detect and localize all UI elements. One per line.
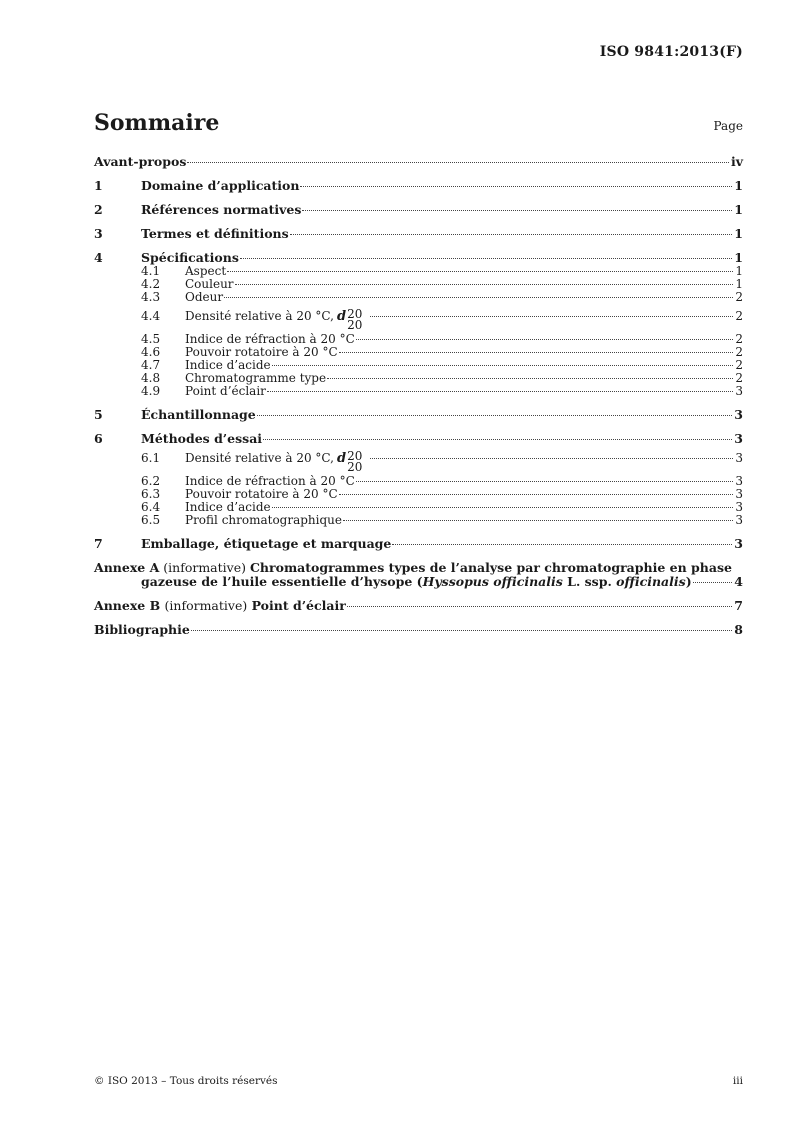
density-symbol: d bbox=[337, 451, 347, 466]
toc-entry-avant-propos[interactable]: Avant-propos iv bbox=[94, 154, 743, 169]
toc-entry-5[interactable]: 5 Échantillonnage 3 bbox=[94, 407, 743, 422]
toc-entry-4-4[interactable]: 4.4 Densité relative à 20 °C, d 20 20 2 bbox=[141, 307, 743, 332]
toc-entry-bibliographie[interactable]: Bibliographie 8 bbox=[94, 622, 743, 637]
toc-entry-4-2[interactable]: 4.2 Couleur 1 bbox=[141, 277, 743, 291]
toc-entry-4-5[interactable]: 4.5 Indice de réfraction à 20 °C 2 bbox=[141, 332, 743, 346]
toc-entry-4-9[interactable]: 4.9 Point d’éclair 3 bbox=[141, 384, 743, 398]
toc-entry-4-8[interactable]: 4.8 Chromatogramme type 2 bbox=[141, 371, 743, 385]
density-symbol: d bbox=[337, 309, 347, 324]
toc-entry-annex-a[interactable]: Annexe A (informative) Chromatogrammes types de l’analyse par chromatographie en phase gazeuse de l’huile essentielle d’hysope (Hyssopus officinalis L. ssp. officinalis) 4 bbox=[94, 560, 743, 589]
table-of-contents bbox=[94, 155, 743, 637]
toc-entry-4-7[interactable]: 4.7 Indice d’acide 2 bbox=[141, 358, 743, 372]
toc-entry-annex-b[interactable]: Annexe B (informative) Point d’éclair 7 bbox=[94, 598, 743, 613]
toc-entry-4[interactable]: 4 Spécifications 1 bbox=[94, 250, 743, 265]
page-column-label: Page bbox=[713, 119, 743, 133]
toc-entry-6-5[interactable]: 6.5 Profil chromatographique 3 bbox=[141, 513, 743, 527]
toc-entry-2[interactable]: 2 Références normatives 1 bbox=[94, 202, 743, 217]
toc-entry-6-1[interactable]: 6.1 Densité relative à 20 °C, d 20 20 3 bbox=[141, 449, 743, 474]
footer-page-number: iii bbox=[732, 1075, 743, 1087]
toc-entry-4-3[interactable]: 4.3 Odeur 2 bbox=[141, 290, 743, 304]
toc-entry-7[interactable]: 7 Emballage, étiquetage et marquage 3 bbox=[94, 536, 743, 551]
toc-entry-6-3[interactable]: 6.3 Pouvoir rotatoire à 20 °C 3 bbox=[141, 487, 743, 501]
toc-entry-6-2[interactable]: 6.2 Indice de réfraction à 20 °C 3 bbox=[141, 474, 743, 488]
toc-entry-6-4[interactable]: 6.4 Indice d’acide 3 bbox=[141, 500, 743, 514]
page-title: Sommaire bbox=[94, 110, 220, 136]
toc-entry-3[interactable]: 3 Termes et définitions 1 bbox=[94, 226, 743, 241]
toc-entry-4-1[interactable]: 4.1 Aspect 1 bbox=[141, 264, 743, 278]
toc-entry-6[interactable]: 6 Méthodes d’essai 3 bbox=[94, 431, 743, 446]
density-indices: 20 20 bbox=[347, 449, 363, 474]
toc-entry-4-6[interactable]: 4.6 Pouvoir rotatoire à 20 °C 2 bbox=[141, 345, 743, 359]
toc-entry-1[interactable]: 1 Domaine d’application 1 bbox=[94, 178, 743, 193]
footer-copyright: © ISO 2013 – Tous droits réservés bbox=[94, 1075, 278, 1087]
density-indices: 20 20 bbox=[347, 307, 363, 332]
document-id: ISO 9841:2013(F) bbox=[599, 44, 743, 60]
